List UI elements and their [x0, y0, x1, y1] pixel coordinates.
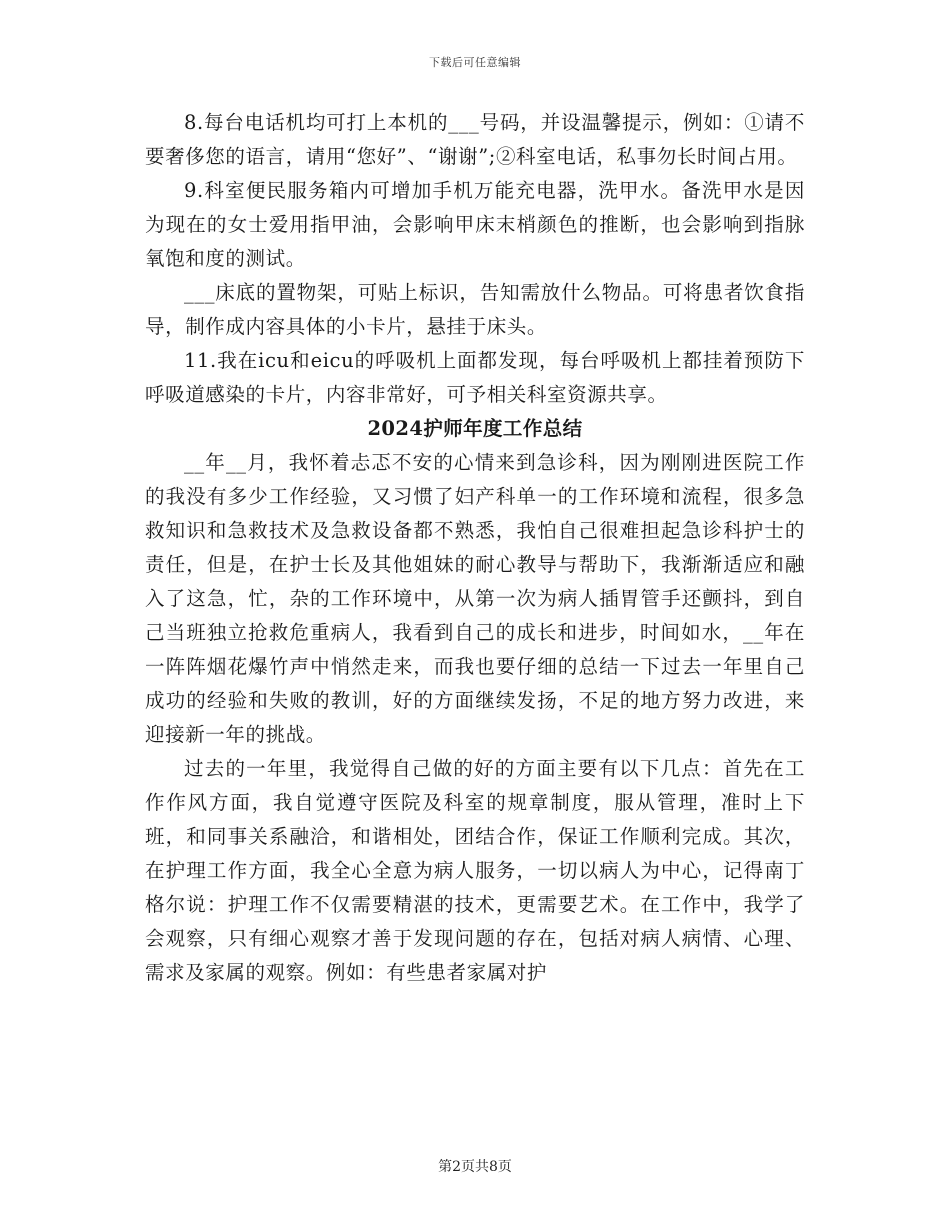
paragraph-item-10: ___床底的置物架，可贴上标识，告知需放什么物品。可将患者饮食指导，制作成内容具体的小卡片，悬挂于床头。 [145, 281, 805, 338]
summary-paragraph-achievements: 过去的一年里，我觉得自己做的好的方面主要有以下几点：首先在工作作风方面，我自觉遵守医院及科室的规章制度，服从管理，准时上下班，和同事关系融洽，和谐相处，团结合作，保证工作顺利完成。其次，在护理工作方面，我全心全意为病人服务，一切以病人为中心，记得南丁格尔说：护理工作不仅需要精湛的技术，更需要艺术。在工作中，我学了会观察，只有细心观察才善于发现问题的存在，包括对病人病情、心理、需求及家属的观察。例如：有些患者家属对护 [145, 757, 805, 984]
page-header: 下载后可任意编辑 [429, 56, 521, 69]
document-title: 2024护师年度工作总结 [367, 417, 583, 440]
paragraph-item-9: 9.科室便民服务箱内可增加手机万能充电器，洗甲水。备洗甲水是因为现在的女士爱用指甲油，会影响甲床末梢颜色的推断，也会影响到指脉氧饱和度的测试。 [145, 179, 805, 270]
paragraph-item-11: 11.我在icu和eicu的呼吸机上面都发现，每台呼吸机上都挂着预防下呼吸道感染的卡片，内容非常好，可予相关科室资源共享。 [145, 349, 805, 406]
page-footer: 第2页共8页 [438, 1159, 512, 1175]
summary-paragraph-intro: __年__月，我怀着忐忑不安的心情来到急诊科，因为刚刚进医院工作的我没有多少工作经验，又习惯了妇产科单一的工作环境和流程，很多急救知识和急救技术及急救设备都不熟悉，我怕自己很难担起急诊科护士的责任，但是，在护士长及其他姐妹的耐心教导与帮助下，我渐渐适应和融入了这急，忙，杂的工作环境中，从第一次为病人插胃管手还颤抖，到自己当班独立抢救危重病人，我看到自己的成长和进步，时间如水，__年在一阵阵烟花爆竹声中悄然走来，而我也要仔细的总结一下过去一年里自己成功的经验和失败的教训，好的方面继续发扬，不足的地方努力改进，来迎接新一年的挑战。 [145, 451, 805, 746]
document-body [145, 106, 805, 990]
paragraph-item-8: 8.每台电话机均可打上本机的___号码，并设温馨提示，例如：①请不要奢侈您的语言，请用“您好”、“谢谢”;②科室电话，私事勿长时间占用。 [145, 111, 805, 168]
